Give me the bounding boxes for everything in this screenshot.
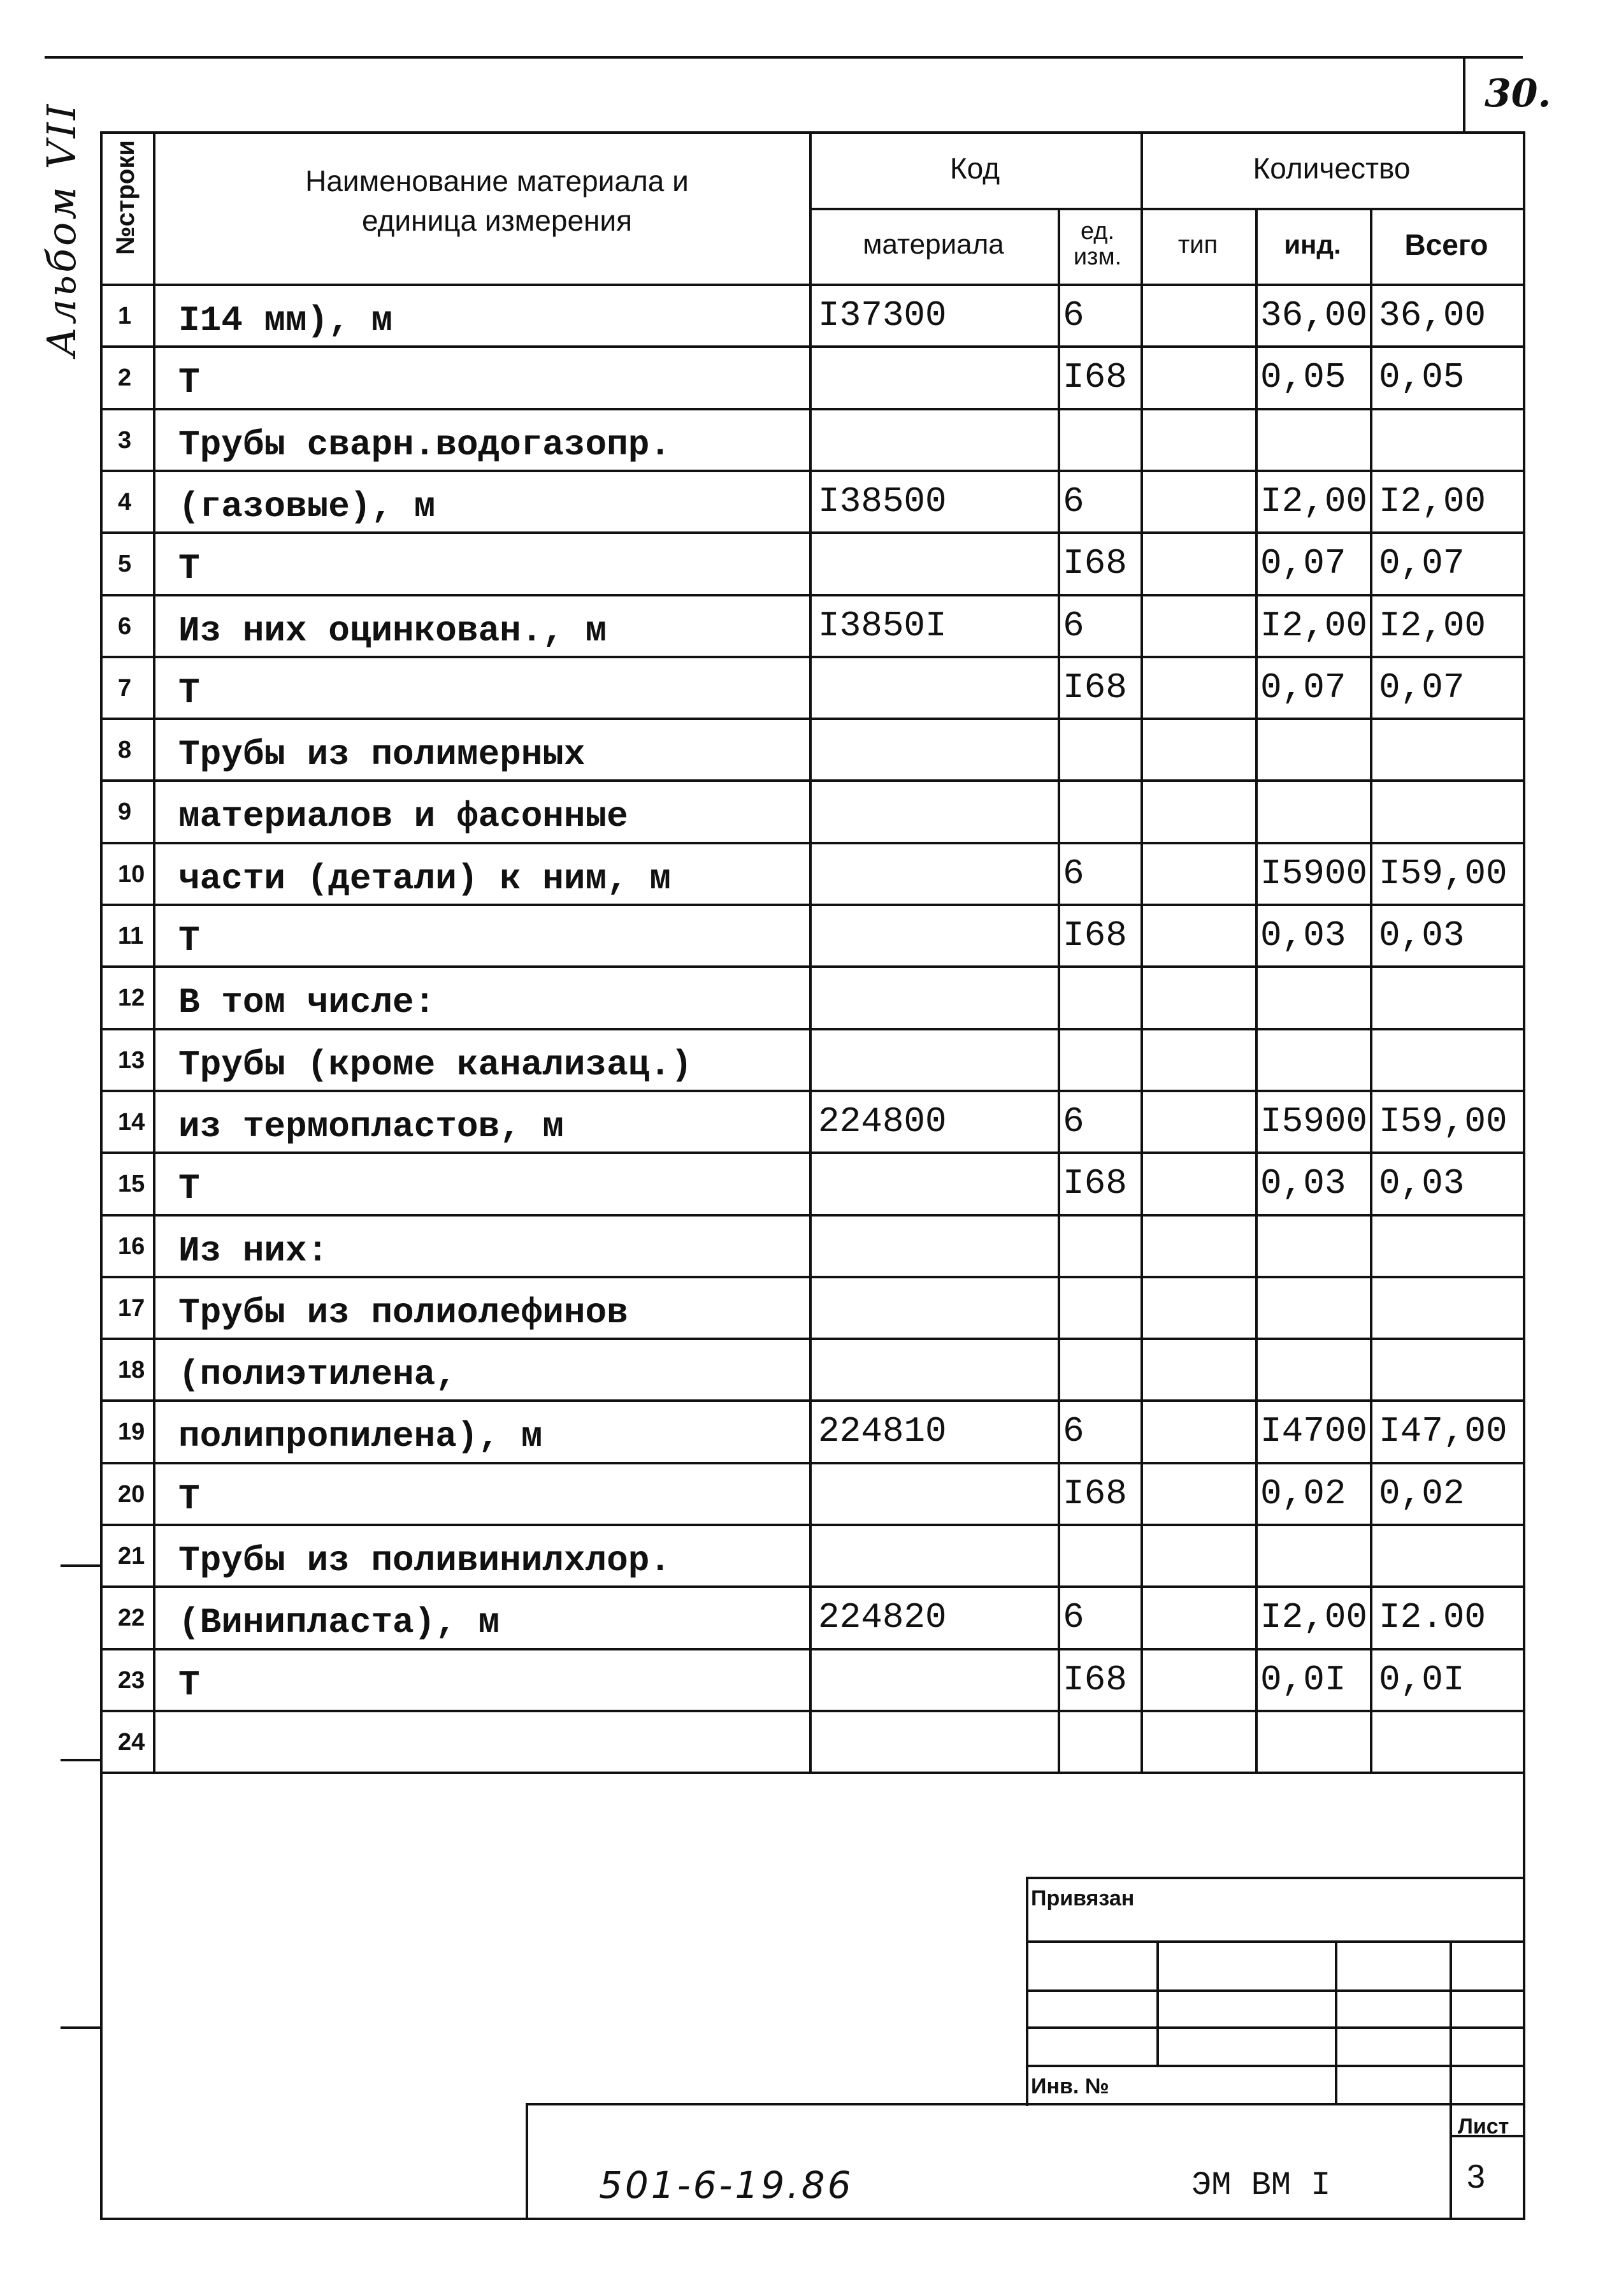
row-number: 24 (118, 1728, 145, 1756)
row-number: 1 (118, 303, 132, 329)
cell-unit-code: I68 (1063, 1473, 1127, 1514)
row-divider (100, 1090, 1523, 1092)
cell-material-name: Т (178, 1664, 200, 1705)
title-block-line (1026, 1989, 1523, 1992)
row-divider (100, 1585, 1523, 1588)
cell-unit-code: 6 (1063, 853, 1084, 894)
row-divider (100, 656, 1523, 658)
cell-material-code: 224810 (818, 1411, 947, 1452)
row-number: 3 (118, 426, 132, 454)
cell-quantity-total: I59,00 (1379, 1101, 1507, 1142)
row-number: 9 (118, 798, 132, 826)
row-number: 12 (118, 985, 145, 1012)
cell-unit-code: I68 (1063, 915, 1127, 956)
document-designation: 501-6-19.86 (599, 2163, 854, 2207)
header-quantity-total: Всего (1404, 228, 1488, 261)
row-number: 16 (118, 1232, 145, 1260)
row-divider (100, 594, 1523, 596)
cell-material-name: (полиэтилена, (178, 1354, 457, 1396)
title-block-column (1156, 1940, 1159, 2065)
header-code-material: материала (863, 229, 1004, 260)
header-quantity-type: тип (1177, 230, 1218, 259)
cell-quantity-individual: I2,00 (1260, 605, 1368, 646)
cell-quantity-individual: I2,00 (1260, 480, 1368, 522)
cell-quantity-total: 0,03 (1379, 915, 1465, 956)
row-divider (100, 718, 1523, 720)
cell-unit-code: 6 (1063, 295, 1084, 336)
row-number: 4 (118, 488, 132, 516)
row-divider (100, 1648, 1523, 1650)
cell-quantity-individual: I5900 (1260, 1101, 1368, 1142)
sheet-number-top: 30. (1485, 71, 1551, 116)
header-row-number: №строки (111, 140, 140, 255)
row-divider (100, 1772, 1523, 1774)
title-block-column (1450, 1940, 1452, 2218)
cell-quantity-total: 0,07 (1379, 543, 1465, 584)
row-divider (100, 842, 1523, 844)
row-number: 2 (118, 365, 132, 392)
privyazan-label: Привязан (1031, 1886, 1135, 1910)
row-divider (100, 1338, 1523, 1340)
row-number: 19 (118, 1419, 145, 1446)
frame-right-line (1523, 131, 1525, 2218)
cell-material-name: Трубы из полиолефинов (178, 1292, 628, 1333)
cell-material-code: I38500 (818, 480, 947, 522)
cell-quantity-total: I2,00 (1379, 605, 1486, 646)
document-code: ЭМ ВМ I (1191, 2167, 1331, 2204)
row-divider (100, 408, 1523, 410)
row-divider (100, 1152, 1523, 1154)
header-material-name (185, 156, 809, 245)
cell-material-name: Т (178, 672, 200, 713)
frame-bottom-line (100, 2218, 1525, 2220)
cell-material-name: из термопластов, м (178, 1106, 564, 1147)
row-number: 18 (118, 1357, 145, 1384)
cell-quantity-total: 0,02 (1379, 1473, 1465, 1514)
title-block-top-line (1026, 1877, 1523, 1879)
cell-quantity-individual: 0,07 (1260, 543, 1346, 584)
cell-material-name: материалов и фасонные (178, 796, 628, 837)
row-divider (100, 1399, 1523, 1402)
cell-unit-code: 6 (1063, 1411, 1084, 1452)
top-border-line (45, 56, 1523, 59)
cell-unit-code: 6 (1063, 480, 1084, 522)
cell-quantity-total: 0,05 (1379, 357, 1465, 398)
header-quantity-individual: инд. (1284, 229, 1341, 259)
row-number: 11 (118, 923, 144, 949)
cell-quantity-total: 0,07 (1379, 667, 1465, 708)
cell-quantity-individual: I5900 (1260, 853, 1368, 894)
cell-material-name: полипропилена), м (178, 1416, 543, 1457)
cell-unit-code: 6 (1063, 1597, 1084, 1638)
title-block-column (1335, 1940, 1337, 2103)
cell-unit-code: I68 (1063, 1163, 1127, 1204)
cell-material-name: Т (178, 1478, 200, 1519)
cell-material-name: Трубы сварн.водогазопр. (178, 424, 671, 465)
row-number: 5 (118, 551, 132, 578)
cell-unit-code: I68 (1063, 667, 1127, 708)
cell-quantity-individual: 0,0I (1260, 1659, 1346, 1700)
cell-quantity-individual: I2,00 (1260, 1597, 1368, 1638)
frame-left-line (100, 131, 103, 2218)
header-material-name-text: Наименование материала и единица измерения (305, 164, 689, 237)
cell-material-code: I37300 (818, 295, 947, 336)
header-code-group: Код (949, 152, 1000, 185)
row-divider (100, 1214, 1523, 1217)
cell-material-name: Трубы (кроме канализац.) (178, 1044, 693, 1085)
cell-material-name: части (детали) к ним, м (178, 858, 671, 899)
cell-unit-code: 6 (1063, 605, 1084, 646)
cell-quantity-individual: I4700 (1260, 1411, 1368, 1452)
title-block-main-line (526, 2103, 1523, 2105)
row-number: 15 (118, 1171, 145, 1198)
row-number: 17 (118, 1294, 145, 1322)
column-line-type (1255, 208, 1258, 1772)
cell-material-name: (Винипласта), м (178, 1602, 500, 1643)
cell-quantity-total: 0,0I (1379, 1659, 1465, 1700)
cell-quantity-total: 36,00 (1379, 295, 1486, 336)
cell-quantity-total: I2,00 (1379, 480, 1486, 522)
cell-material-name: Т (178, 548, 200, 589)
row-divider (100, 1462, 1523, 1464)
cell-quantity-individual: 0,05 (1260, 357, 1346, 398)
cell-material-name: I14 мм), м (178, 300, 393, 341)
row-number: 20 (118, 1480, 145, 1508)
cell-material-code: I3850I (818, 605, 947, 646)
row-number: 21 (118, 1543, 145, 1570)
row-divider (100, 1524, 1523, 1526)
cell-quantity-individual: 36,00 (1260, 295, 1368, 336)
cell-material-name: Т (178, 920, 200, 961)
cell-quantity-total: 0,03 (1379, 1163, 1465, 1204)
cell-material-code: 224820 (818, 1597, 947, 1638)
cell-quantity-individual: 0,03 (1260, 915, 1346, 956)
cell-unit-code: I68 (1063, 1659, 1127, 1700)
cell-material-code: 224800 (818, 1101, 947, 1142)
cell-material-name: Из них оцинкован., м (178, 610, 607, 651)
cell-material-name: (газовые), м (178, 486, 436, 527)
title-block-main-left (526, 2103, 528, 2218)
cell-material-name: Трубы из полимерных (178, 734, 586, 776)
row-divider (100, 345, 1523, 348)
row-number: 6 (118, 612, 132, 640)
row-number: 10 (118, 860, 145, 888)
row-number: 14 (118, 1108, 145, 1136)
cell-material-name: Трубы из поливинилхлор. (178, 1540, 671, 1581)
album-label: Альбом VII (38, 101, 85, 357)
cell-material-name: Т (178, 362, 200, 403)
cell-material-name: Из них: (178, 1230, 329, 1271)
cell-quantity-individual: 0,07 (1260, 667, 1346, 708)
sheet-label: Лист (1458, 2114, 1509, 2139)
header-quantity-group: Количество (1253, 152, 1411, 185)
cell-unit-code: 6 (1063, 1101, 1084, 1142)
title-block-line (1026, 2026, 1523, 2029)
row-divider (100, 1028, 1523, 1030)
sheet-number-divider (1463, 56, 1465, 131)
cell-unit-code: I68 (1063, 357, 1127, 398)
sheet-value: 3 (1467, 2158, 1485, 2195)
title-block-line (1026, 2065, 1523, 2067)
row-divider (100, 531, 1523, 534)
cell-material-name: В том числе: (178, 982, 436, 1023)
row-divider (100, 1276, 1523, 1278)
cell-quantity-total: I2.00 (1379, 1597, 1486, 1638)
margin-tick (61, 1759, 100, 1761)
cell-quantity-total: I59,00 (1379, 853, 1507, 894)
row-number: 7 (118, 674, 132, 702)
cell-material-name: Т (178, 1168, 200, 1209)
row-number: 22 (118, 1605, 145, 1632)
column-line-code (1058, 208, 1060, 1772)
row-divider (100, 904, 1523, 906)
cell-quantity-total: I47,00 (1379, 1411, 1507, 1452)
margin-tick (61, 2026, 100, 2029)
header-code-unit: ед. изм. (1073, 218, 1122, 270)
row-divider (100, 779, 1523, 782)
row-divider (100, 470, 1523, 472)
row-number: 8 (118, 737, 132, 764)
row-number: 13 (118, 1046, 145, 1074)
margin-tick (61, 1564, 100, 1567)
title-block-line (1026, 1940, 1523, 1943)
row-divider (100, 1710, 1523, 1712)
cell-quantity-individual: 0,02 (1260, 1473, 1346, 1514)
cell-unit-code: I68 (1063, 543, 1127, 584)
column-line-individual (1370, 208, 1372, 1772)
cell-quantity-individual: 0,03 (1260, 1163, 1346, 1204)
row-number: 23 (118, 1666, 145, 1694)
row-divider (100, 965, 1523, 968)
inventory-number-label: Инв. № (1031, 2074, 1109, 2098)
